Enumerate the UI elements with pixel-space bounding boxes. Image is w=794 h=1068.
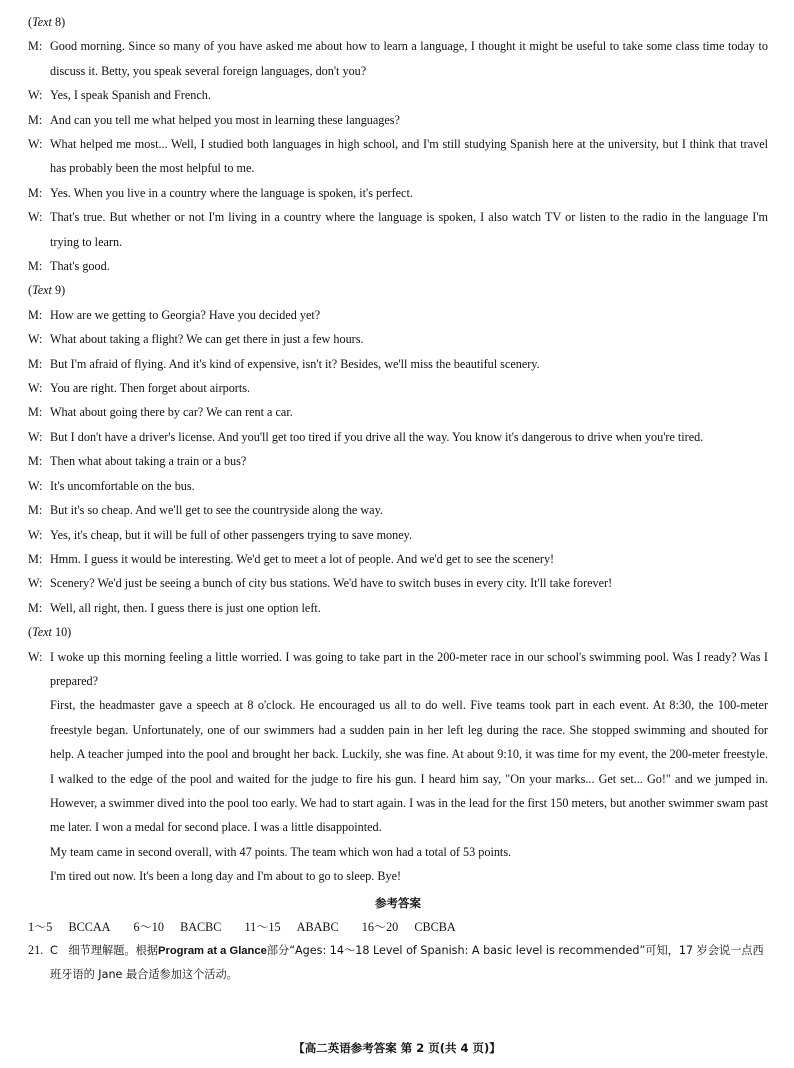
dialogue-text: How are we getting to Georgia? Have you decided yet? [50,307,321,322]
monologue-text: I woke up this morning feeling a little worried. I was going to take part in the 200-meter race in our school's swimming pool. Was I ready? Was I prepared? [50,649,768,688]
dialogue-line [28,547,768,571]
answer-letter: C [50,943,58,957]
document-page [28,10,768,986]
speaker-label: W: [28,429,43,444]
dialogue-line [28,132,768,181]
dialogue-line [28,498,768,522]
speaker-label: M: [28,356,43,371]
speaker-label: W: [28,332,43,347]
dialogue-line [28,571,768,595]
speaker-label: W: [28,381,43,396]
monologue-paragraph: First, the headmaster gave a speech at 8 o'clock. He encouraged us all to do well. Five teams took part in each event. At 8:30, the 100-meter freestyle began. Unfortunately, one of our swimmers had a sudden pain in her left leg during the race. She stopped swimming and shouted for help. A teacher jumped into the pool and brought her back. Luckily, she was fine. At about 9:10, it was time for my event, the 200-meter freestyle. I walked to the edge of the pool and waited for the judge to fire his gun. I heard him say, "On your marks... Get set... Go!" and we jumped in. However, a swimmer dived into the pool too early. We had to start again. I was in the lead for the first 150 meters, but another swimmer swam past me later. I won a medal for second place. I was a little disappointed. [50,698,768,835]
dialogue-line [28,181,768,205]
speaker-label: W: [28,137,43,152]
answer-group: 16～20 CBCBA [361,919,456,934]
text10-monologue-start [28,645,768,694]
answer-key-row [28,915,768,939]
dialogue-text: Scenery? We'd just be seeing a bunch of city bus stations. We'd have to switch buses in every city. It'll take forever! [50,576,613,591]
dialogue-text: Yes, I speak Spanish and French. [50,88,211,103]
dialogue-text: Then what about taking a train or a bus? [50,454,247,469]
speaker-label: M: [28,39,43,54]
question-21-explanation: 21. C 细节理解题。根据Program at a Glance部分“Ages: 14～18 Level of Spanish: A basic level is recommended”可知，17 岁会说一点西班牙语的 Jane 最合适参加这个活动。 [28,939,768,986]
answers-heading: 参考答案 [375,895,421,910]
speaker-label: W: [28,527,43,542]
speaker-label: M: [28,307,43,322]
text9-label: (Text 9) [28,283,66,298]
dialogue-text: What about going there by car? We can rent a car. [50,405,293,420]
dialogue-text: Well, all right, then. I guess there is just one option left. [50,600,321,615]
dialogue-line [28,449,768,473]
speaker-label: W: [28,649,43,664]
page-footer: 【高二英语参考答案 第 2 页(共 4 页)】 [293,1041,501,1055]
dialogue-text: What helped me most... Well, I studied both languages in high school, and I'm still studying Spanish here at the university, but I think that travel has probably been the most helpful to me. [50,137,768,176]
speaker-label: M: [28,112,43,127]
dialogue-text: But I don't have a driver's license. And you'll get too tired if you drive all the way. You know it's dangerous to drive when you're tired. [50,429,704,444]
question-number: 21. [28,942,44,957]
dialogue-line [28,596,768,620]
dialogue-text: But I'm afraid of flying. And it's kind of expensive, isn't it? Besides, we'll miss the beautiful scenery. [50,356,540,371]
speaker-label: M: [28,454,43,469]
dialogue-line [28,108,768,132]
dialogue-text: That's true. But whether or not I'm living in a country where the language is spoken, I also watch TV or listen to the radio in the language I'm trying to learn. [50,210,768,249]
speaker-label: W: [28,576,43,591]
dialogue-line [28,83,768,107]
dialogue-text: And can you tell me what helped you most in learning these languages? [50,112,400,127]
dialogue-text: Yes, it's cheap, but it will be full of other passengers trying to save money. [50,527,413,542]
speaker-label: W: [28,478,43,493]
speaker-label: M: [28,551,43,566]
dialogue-line [28,34,768,83]
dialogue-line [28,327,768,351]
text8-label: (Text 8) [28,15,66,29]
dialogue-text: It's uncomfortable on the bus. [50,478,195,493]
speaker-label: W: [28,210,43,225]
answer-group: 11～15 ABABC [244,919,339,934]
monologue-paragraph: I'm tired out now. It's been a long day and I'm about to go to sleep. Bye! [50,869,402,884]
dialogue-text: What about taking a flight? We can get there in just a few hours. [50,332,364,347]
speaker-label: M: [28,600,43,615]
dialogue-text: Yes. When you live in a country where the language is spoken, it's perfect. [50,185,413,200]
dialogue-text: Hmm. I guess it would be interesting. We'd get to meet a lot of people. And we'd get to see the scenery! [50,551,555,566]
answer-group: 1～5 BCCAA [28,919,111,934]
answer-group: 6～10 BACBC [133,919,222,934]
text9-dialogue [28,303,768,620]
text10-label: (Text 10) [28,625,72,640]
dialogue-line [28,474,768,498]
speaker-label: M: [28,503,43,518]
speaker-label: M: [28,185,43,200]
dialogue-line [28,400,768,424]
text8-dialogue [28,34,768,278]
dialogue-line [28,352,768,376]
dialogue-line [28,376,768,400]
speaker-label: W: [28,88,43,103]
dialogue-text: That's good. [50,259,110,274]
dialogue-line [28,205,768,254]
dialogue-line [28,303,768,327]
dialogue-line [28,425,768,449]
dialogue-line [28,254,768,278]
speaker-label: M: [28,259,43,274]
dialogue-text: You are right. Then forget about airports. [50,381,251,396]
dialogue-text: But it's so cheap. And we'll get to see the countryside along the way. [50,503,383,518]
speaker-label: M: [28,405,43,420]
dialogue-text: Good morning. Since so many of you have asked me about how to learn a language, I thought it might be useful to take some class time today to discuss it. Betty, you speak several foreign languages, don't you? [50,39,768,78]
dialogue-line [28,523,768,547]
monologue-paragraph: My team came in second overall, with 47 points. The team which won had a total of 53 points. [50,844,512,859]
section-name: Program at a Glance [158,944,267,957]
